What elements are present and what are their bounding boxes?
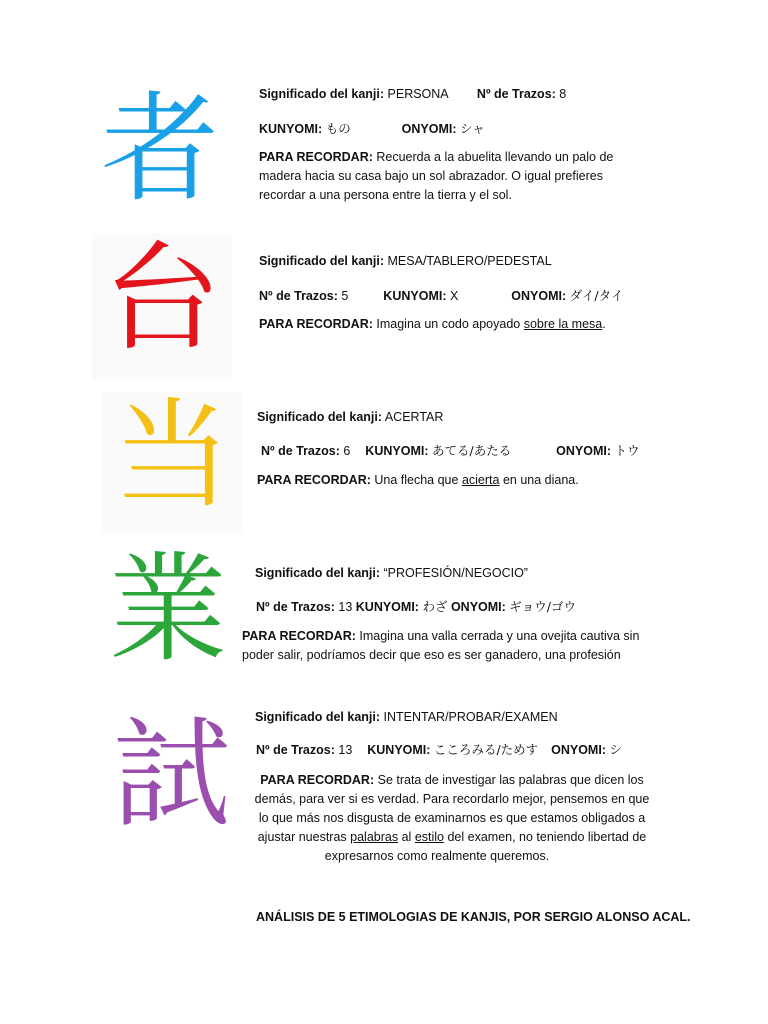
k4-kun: わざ <box>422 599 448 614</box>
k5-rec-4a: ajustar nuestras <box>257 830 347 844</box>
k3-rec-underlined: acierta <box>461 473 500 487</box>
footer-credit: ANÁLISIS DE 5 ETIMOLOGIAS DE KANJIS, POR SERGIO ALONSO ACAL. <box>256 910 691 924</box>
k5-kun-label: KUNYOMI: <box>367 743 431 757</box>
k1-on: シャ <box>460 121 485 136</box>
k5-meaning-line <box>255 710 558 724</box>
k1-meaning-label: Significado del kanji: <box>259 87 385 101</box>
k2-strokes-label: Nº de Trazos: <box>259 289 338 303</box>
k3-meaning-line <box>257 410 443 424</box>
k1-meaning: PERSONA <box>387 87 448 101</box>
k2-mnemonic <box>259 317 606 331</box>
k3-kun: あてる/あたる <box>431 443 512 458</box>
k3-strokes: 6 <box>343 444 351 458</box>
k5-rec-4e: del examen, no teniendo libertad de <box>447 830 647 844</box>
k1-readings-line <box>259 119 485 137</box>
k1-rec-3: recordar a una persona entre la tierra y el sol. <box>259 188 512 202</box>
k2-meaning: MESA/TABLERO/PEDESTAL <box>387 254 552 268</box>
k2-rec-post: . <box>602 317 606 331</box>
k2-rec-pre: Imagina un codo apoyado <box>376 317 521 331</box>
k1-rec-1: Recuerda a la abuelita llevando un palo de <box>376 150 614 164</box>
k4-strokes: 13 <box>338 600 353 614</box>
k1-mnemonic <box>259 148 629 205</box>
k1-strokes: 8 <box>559 87 567 101</box>
k1-rec-2: madera hacia su casa bajo un sol abrazador. O igual prefieres <box>259 169 603 183</box>
k5-on: シ <box>609 742 622 757</box>
k2-meaning-line <box>259 254 552 268</box>
k1-meaning-line <box>259 87 566 101</box>
k2-strokes: 5 <box>341 289 349 303</box>
k5-meaning: INTENTAR/PROBAR/EXAMEN <box>383 710 558 724</box>
k5-rec-2: demás, para ver si es verdad. Para recordarlo mejor, pensemos en que <box>254 792 650 806</box>
k4-on-label: ONYOMI: <box>450 600 506 614</box>
k4-kun-label: KUNYOMI: <box>355 600 419 614</box>
k5-rec-4d: estilo <box>414 830 444 844</box>
k4-rec-label: PARA RECORDAR: <box>242 629 356 643</box>
k2-rec-underlined: sobre la mesa <box>523 317 603 331</box>
k3-kun-label: KUNYOMI: <box>365 444 429 458</box>
k3-rec-pre: Una flecha que <box>374 473 459 487</box>
k2-on: ダイ/タイ <box>569 288 624 303</box>
k5-mnemonic <box>242 771 662 866</box>
k1-strokes-label: Nº de Trazos: <box>476 87 556 101</box>
k2-on-label: ONYOMI: <box>511 289 567 303</box>
k4-readings-line <box>256 597 576 615</box>
k2-readings-line <box>259 286 623 304</box>
k2-kun-label: KUNYOMI: <box>383 289 447 303</box>
k5-rec-4b: palabras <box>350 830 399 844</box>
k1-kun: もの <box>325 121 351 136</box>
k4-mnemonic <box>242 627 662 665</box>
k3-meaning-label: Significado del kanji: <box>257 410 383 424</box>
k5-rec-3: lo que más nos disgusta de examinarnos es que estamos obligados a <box>258 811 646 825</box>
k2-rec-label: PARA RECORDAR: <box>259 317 373 331</box>
k5-rec-5: expresarnos como realmente queremos. <box>324 849 550 863</box>
k3-on-label: ONYOMI: <box>556 444 612 458</box>
k5-rec-1: Se trata de investigar las palabras que dicen los <box>377 773 644 787</box>
k3-readings-line <box>261 441 640 459</box>
k4-rec-1: Imagina una valla cerrada y una ovejita cautiva sin <box>359 629 640 643</box>
k2-kun: X <box>449 289 459 303</box>
k4-meaning-label: Significado del kanji: <box>255 566 381 580</box>
k1-on-label: ONYOMI: <box>401 122 457 136</box>
kanji-mesa: 台 <box>92 233 232 379</box>
k3-mnemonic <box>257 473 579 487</box>
k5-rec-label: PARA RECORDAR: <box>260 773 375 787</box>
k4-strokes-label: Nº de Trazos: <box>256 600 335 614</box>
k4-rec-2: poder salir, podríamos decir que eso es ser ganadero, una profesión <box>242 648 621 662</box>
kanji-intentar: 試 <box>112 705 231 843</box>
k3-strokes-label: Nº de Trazos: <box>261 444 340 458</box>
k4-on: ギョウ/ゴウ <box>509 599 577 614</box>
k3-on: トウ <box>614 443 640 458</box>
k4-meaning-line <box>255 566 528 580</box>
k3-rec-label: PARA RECORDAR: <box>257 473 371 487</box>
k1-kun-label: KUNYOMI: <box>259 122 323 136</box>
k1-rec-label: PARA RECORDAR: <box>259 150 373 164</box>
k5-strokes: 13 <box>338 743 353 757</box>
k5-meaning-label: Significado del kanji: <box>255 710 381 724</box>
kanji-persona: 者 <box>100 80 219 218</box>
k4-meaning: “PROFESIÓN/NEGOCIO” <box>383 566 528 580</box>
k5-readings-line <box>256 740 622 758</box>
k5-on-label: ONYOMI: <box>551 743 606 757</box>
k2-meaning-label: Significado del kanji: <box>259 254 385 268</box>
k5-rec-4c: al <box>401 830 412 844</box>
k5-strokes-label: Nº de Trazos: <box>256 743 335 757</box>
kanji-acertar: 当 <box>102 392 242 532</box>
k3-meaning: ACERTAR <box>384 410 444 424</box>
k5-kun: こころみる/ためす <box>433 742 539 757</box>
k3-rec-post: en una diana. <box>502 473 579 487</box>
kanji-profesion: 業 <box>108 540 227 678</box>
